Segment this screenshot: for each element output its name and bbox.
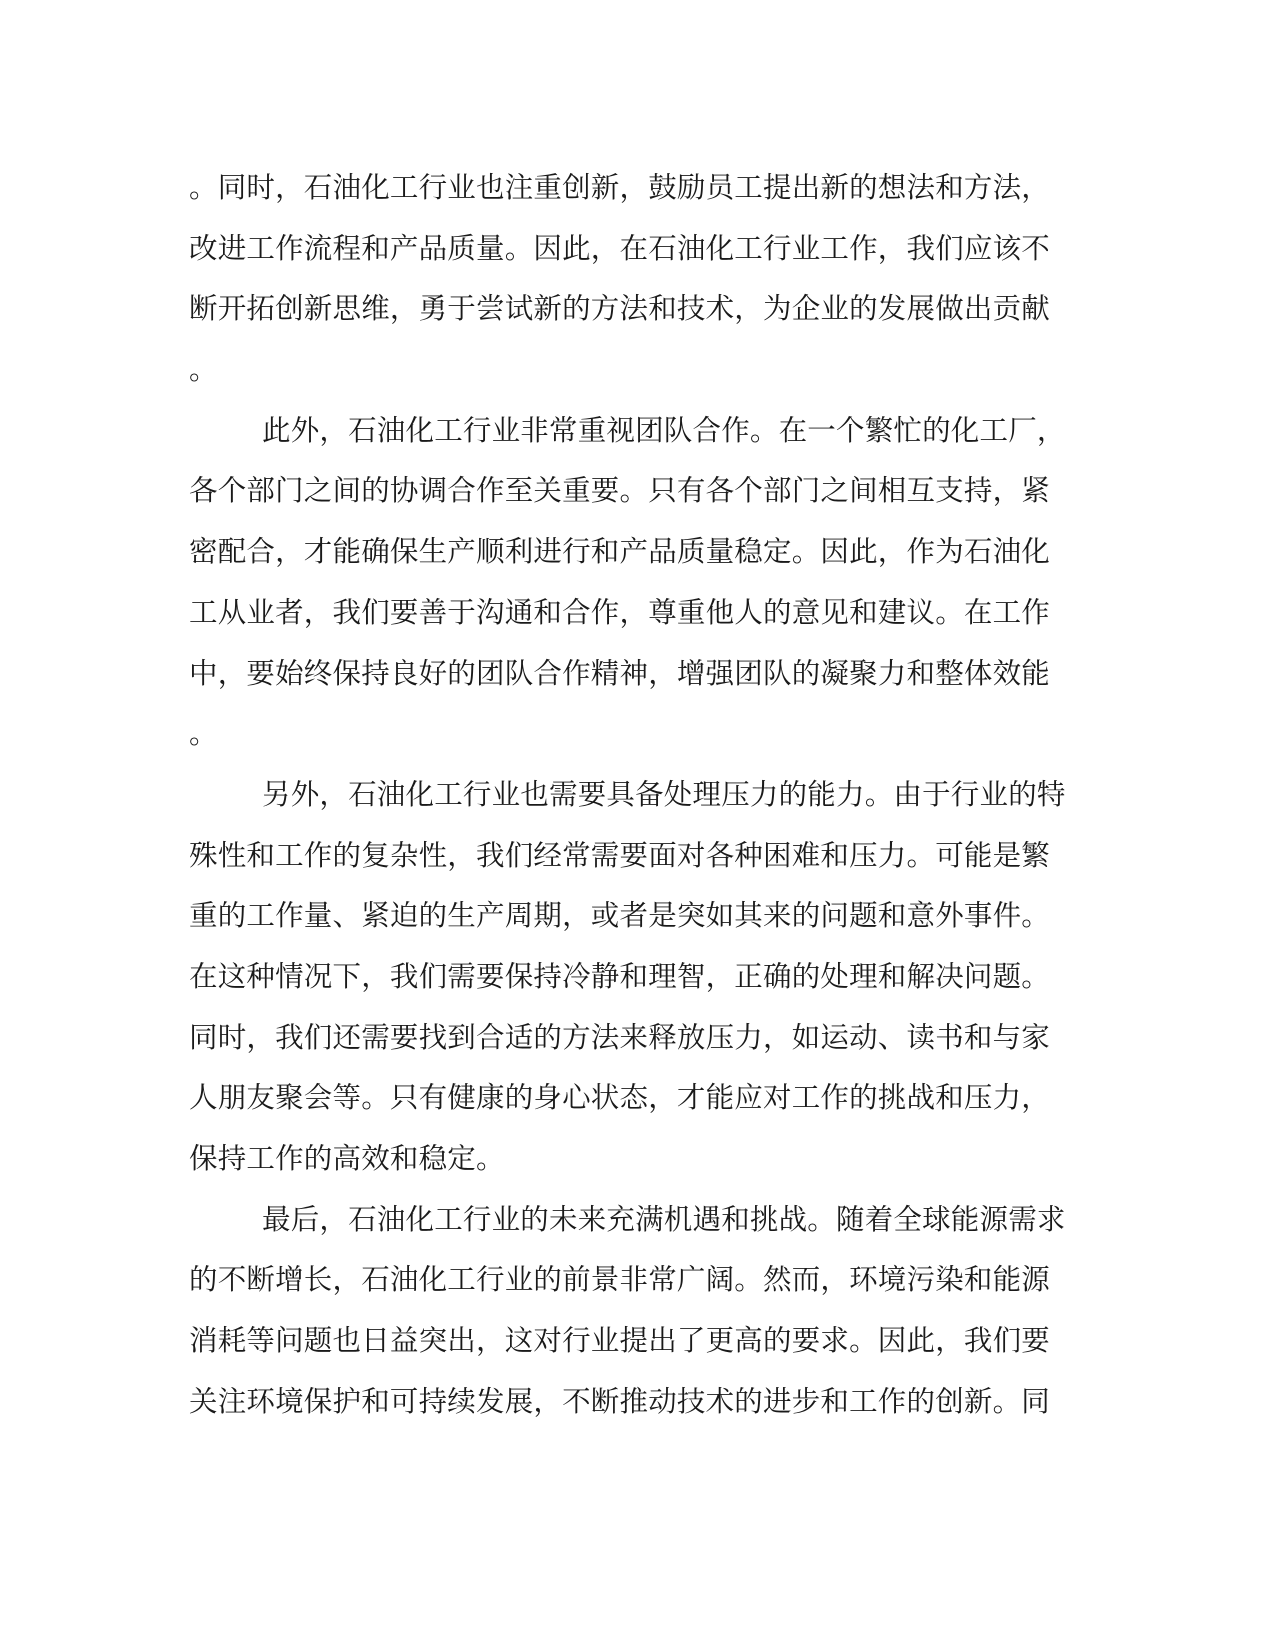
text-line: 中，要始终保持良好的团队合作精神，增强团队的凝聚力和整体效能 (189, 656, 1051, 690)
text-line: 在这种情况下，我们需要保持冷静和理智，正确的处理和解决问题。 (189, 959, 1051, 993)
text-line: 各个部门之间的协调合作至关重要。只有各个部门之间相互支持，紧 (189, 474, 1051, 508)
text-line: 关注环境保护和可持续发展，不断推动技术的进步和工作的创新。同 (189, 1384, 1051, 1418)
text-line: 。同时，石油化工行业也注重创新，鼓励员工提出新的想法和方法， (189, 171, 1051, 204)
text-line: 密配合，才能确保生产顺利进行和产品质量稳定。因此，作为石油化 (189, 535, 1051, 569)
text-line: 保持工作的高效和稳定。 (189, 1142, 505, 1175)
text-line: 。 (189, 353, 218, 387)
text-line: 。 (189, 717, 218, 751)
text-line: 工从业者，我们要善于沟通和合作，尊重他人的意见和建议。在工作 (189, 595, 1051, 629)
text-line: 殊性和工作的复杂性，我们经常需要面对各种困难和压力。可能是繁 (189, 838, 1051, 872)
text-line: 断开拓创新思维，勇于尝试新的方法和技术，为企业的发展做出贡献 (189, 292, 1051, 326)
paragraph-first-line: 此外，石油化工行业非常重视团队合作。在一个繁忙的化工厂， (262, 413, 1066, 447)
text-line: 人朋友聚会等。只有健康的身心状态，才能应对工作的挑战和压力， (189, 1081, 1051, 1115)
paragraph-first-line: 最后，石油化工行业的未来充满机遇和挑战。随着全球能源需求 (262, 1202, 1066, 1236)
text-line: 改进工作流程和产品质量。因此，在石油化工行业工作，我们应该不 (189, 231, 1051, 265)
paragraph-first-line: 另外，石油化工行业也需要具备处理压力的能力。由于行业的特 (262, 777, 1066, 811)
text-line: 同时，我们还需要找到合适的方法来释放压力，如运动、读书和与家 (189, 1020, 1051, 1054)
body-text (189, 158, 1089, 1432)
text-line: 重的工作量、紧迫的生产周期，或者是突如其来的问题和意外事件。 (189, 899, 1051, 933)
text-line: 消耗等问题也日益突出，这对行业提出了更高的要求。因此，我们要 (189, 1324, 1051, 1358)
text-line: 的不断增长，石油化工行业的前景非常广阔。然而，环境污染和能源 (189, 1263, 1051, 1297)
